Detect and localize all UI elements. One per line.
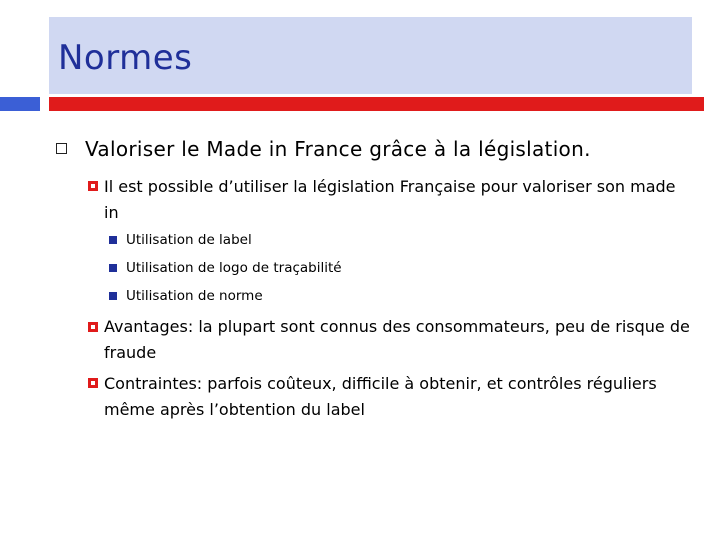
bullet-icon [88, 322, 98, 332]
bullet-text-possibility: Il est possible d’utiliser la législation Française pour valoriser son made in [104, 177, 676, 222]
accent-bar-divider [49, 97, 704, 111]
small-bullet-icon [109, 236, 117, 244]
square-bullet-icon [56, 143, 67, 154]
main-bullet-text: Valoriser le Made in France grâce à la législation. [85, 137, 591, 161]
bullet-icon [88, 181, 98, 191]
bullet-text-constraints: Contraintes: parfois coûteux, difficile à obtenir, et contrôles réguliers même après l’obtention du label [104, 374, 657, 419]
list-item: Utilisation de logo de traçabilité [126, 260, 342, 276]
bullet-text-advantages: Avantages: la plupart sont connus des consommateurs, peu de risque de fraude [104, 317, 690, 362]
list-item: Utilisation de label [126, 232, 252, 248]
list-item: Utilisation de norme [126, 288, 263, 304]
small-bullet-icon [109, 264, 117, 272]
slide-title: Normes [58, 38, 193, 78]
small-bullet-icon [109, 292, 117, 300]
accent-bar-left [0, 97, 40, 111]
bullet-icon [88, 378, 98, 388]
